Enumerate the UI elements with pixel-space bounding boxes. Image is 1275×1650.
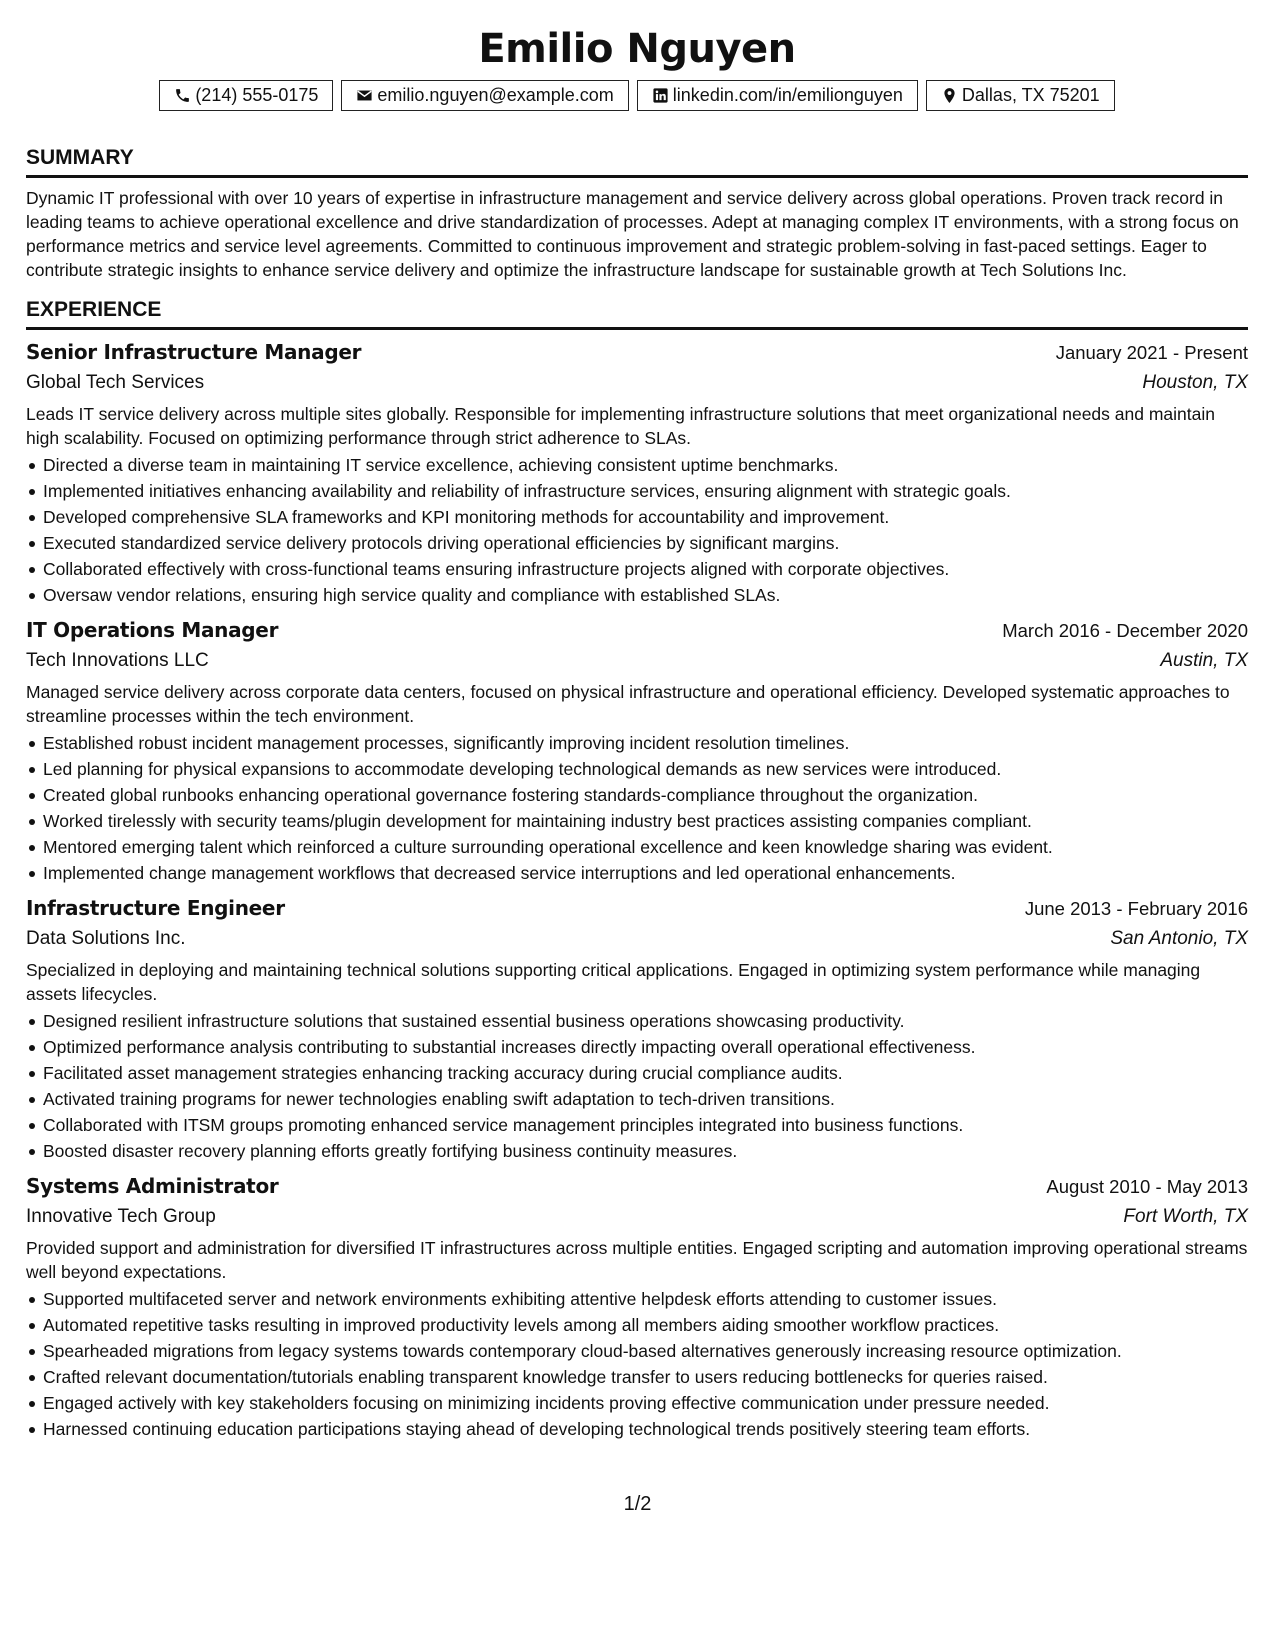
map-marker-icon [941, 87, 958, 104]
job-bullet: Executed standardized service delivery protocols driving operational efficiencies by significant margins. [26, 530, 1248, 556]
job-bullets [26, 1008, 1248, 1164]
job-bullet: Automated repetitive tasks resulting in improved productivity levels among all members aiding smoother workflow practices. [26, 1312, 1248, 1338]
contact-phone [159, 80, 333, 111]
job-description: Managed service delivery across corporate data centers, focused on physical infrastructure and operational efficiency. Developed systematic approaches to streamline processes within the tech environment. [26, 682, 1230, 726]
contact-location [926, 80, 1115, 111]
job-description: Leads IT service delivery across multiple sites globally. Responsible for implementing infrastructure solutions that meet organizational needs and maintain high scalability. Focused on optimizing performance through strict adherence to SLAs. [26, 404, 1215, 448]
job-dates: June 2013 - February 2016 [1024, 898, 1248, 919]
phone-icon [174, 87, 191, 104]
job-bullet: Collaborated effectively with cross-functional teams ensuring infrastructure projects aligned with corporate objectives. [26, 556, 1248, 582]
summary-text: Dynamic IT professional with over 10 years of expertise in infrastructure management and service delivery across global operations. Proven track record in leading teams to achieve operational excellence and drive standardization of processes. Adept at managing complex IT environments, with a strong focus on performance metrics and service level agreements. Committed to continuous improvement and strategic problem-solving in fast-paced settings. Eager to contribute strategic insights to enhance service delivery and optimize the infrastructure landscape for sustainable growth at Tech Solutions Inc. [26, 188, 1239, 280]
job-bullet: Led planning for physical expansions to accommodate developing technological demands as new services were introduced. [26, 756, 1248, 782]
job-bullet: Implemented change management workflows that decreased service interruptions and led operational enhancements. [26, 860, 1248, 886]
job-bullet: Designed resilient infrastructure solutions that sustained essential business operations showcasing productivity. [26, 1008, 1248, 1034]
job-company: Global Tech Services [26, 372, 205, 393]
contact-phone-text: (214) 555-0175 [195, 85, 319, 105]
job-bullet: Crafted relevant documentation/tutorials enabling transparent knowledge transfer to users reducing bottlenecks for queries raised. [26, 1364, 1248, 1390]
job-dates: January 2021 - Present [1055, 342, 1248, 363]
job-dates: March 2016 - December 2020 [1002, 620, 1248, 641]
page-number: 1/2 [623, 1493, 652, 1515]
summary-section [26, 145, 1248, 282]
job-bullet: Boosted disaster recovery planning efforts greatly fortifying business continuity measures. [26, 1138, 1248, 1164]
job-bullet: Oversaw vendor relations, ensuring high service quality and compliance with established SLAs. [26, 582, 1248, 608]
job-entry [26, 1171, 1248, 1442]
job-entry [26, 337, 1248, 608]
job-description: Specialized in deploying and maintaining technical solutions supporting critical applications. Engaged in optimizing system performance while managing assets lifecycles. [26, 960, 1201, 1004]
job-bullet: Created global runbooks enhancing operational governance fostering standards-compliance throughout the organization. [26, 782, 1248, 808]
job-bullet: Engaged actively with key stakeholders focusing on minimizing incidents proving effective communication under pressure needed. [26, 1390, 1248, 1416]
experience-heading: EXPERIENCE [26, 297, 1248, 330]
contact-email-text: emilio.nguyen@example.com [377, 85, 614, 105]
job-bullet: Mentored emerging talent which reinforced a culture surrounding operational excellence and keen knowledge sharing was evident. [26, 834, 1248, 860]
job-bullet: Worked tirelessly with security teams/plugin development for maintaining industry best practices assisting companies compliant. [26, 808, 1248, 834]
job-title: Infrastructure Engineer [26, 896, 285, 920]
job-bullet: Facilitated asset management strategies enhancing tracking accuracy during crucial compliance audits. [26, 1060, 1248, 1086]
contact-linkedin [637, 80, 918, 111]
job-bullet: Optimized performance analysis contributing to substantial increases directly impacting overall operational effectiveness. [26, 1034, 1248, 1060]
job-title: IT Operations Manager [26, 618, 279, 642]
job-description: Provided support and administration for diversified IT infrastructures across multiple entities. Engaged scripting and automation improving operational streams well beyond expectations. [26, 1238, 1248, 1282]
contact-location-text: Dallas, TX 75201 [961, 85, 1100, 105]
job-bullet: Spearheaded migrations from legacy systems towards contemporary cloud-based alternatives generously increasing resource optimization. [26, 1338, 1248, 1364]
job-bullet: Supported multifaceted server and network environments exhibiting attentive helpdesk efforts attending to customer issues. [26, 1286, 1248, 1312]
job-bullet: Harnessed continuing education participations staying ahead of developing technological trends positively steering team efforts. [26, 1416, 1248, 1442]
job-title: Senior Infrastructure Manager [26, 340, 362, 364]
envelope-icon [356, 87, 373, 104]
job-location: Houston, TX [1142, 372, 1248, 393]
job-bullets [26, 452, 1248, 608]
job-company: Innovative Tech Group [26, 1206, 216, 1227]
linkedin-icon [652, 87, 669, 104]
job-location: Austin, TX [1160, 650, 1248, 671]
job-bullets [26, 1286, 1248, 1442]
job-bullet: Developed comprehensive SLA frameworks and KPI monitoring methods for accountability and improvement. [26, 504, 1248, 530]
job-title: Systems Administrator [26, 1174, 279, 1198]
candidate-name: Emilio Nguyen [478, 26, 796, 72]
job-bullets [26, 730, 1248, 886]
contact-linkedin-text: linkedin.com/in/emilionguyen [672, 85, 903, 105]
job-entry [26, 893, 1248, 1164]
resume-page [26, 0, 1248, 1442]
summary-heading: SUMMARY [26, 145, 1248, 178]
job-bullet: Implemented initiatives enhancing availability and reliability of infrastructure services, ensuring alignment with strategic goals. [26, 478, 1248, 504]
job-bullet: Collaborated with ITSM groups promoting enhanced service management principles integrated into business functions. [26, 1112, 1248, 1138]
contact-email [341, 80, 628, 111]
job-dates: August 2010 - May 2013 [1046, 1176, 1248, 1197]
job-company: Data Solutions Inc. [26, 928, 186, 949]
job-location: San Antonio, TX [1110, 928, 1248, 949]
job-bullet: Established robust incident management processes, significantly improving incident resolution timelines. [26, 730, 1248, 756]
experience-section [26, 297, 1248, 1442]
job-bullet: Directed a diverse team in maintaining IT service excellence, achieving consistent uptime benchmarks. [26, 452, 1248, 478]
contact-bar [26, 80, 1248, 111]
job-company: Tech Innovations LLC [26, 650, 209, 671]
job-entry [26, 615, 1248, 886]
job-location: Fort Worth, TX [1123, 1206, 1248, 1227]
job-bullet: Activated training programs for newer technologies enabling swift adaptation to tech-driven transitions. [26, 1086, 1248, 1112]
